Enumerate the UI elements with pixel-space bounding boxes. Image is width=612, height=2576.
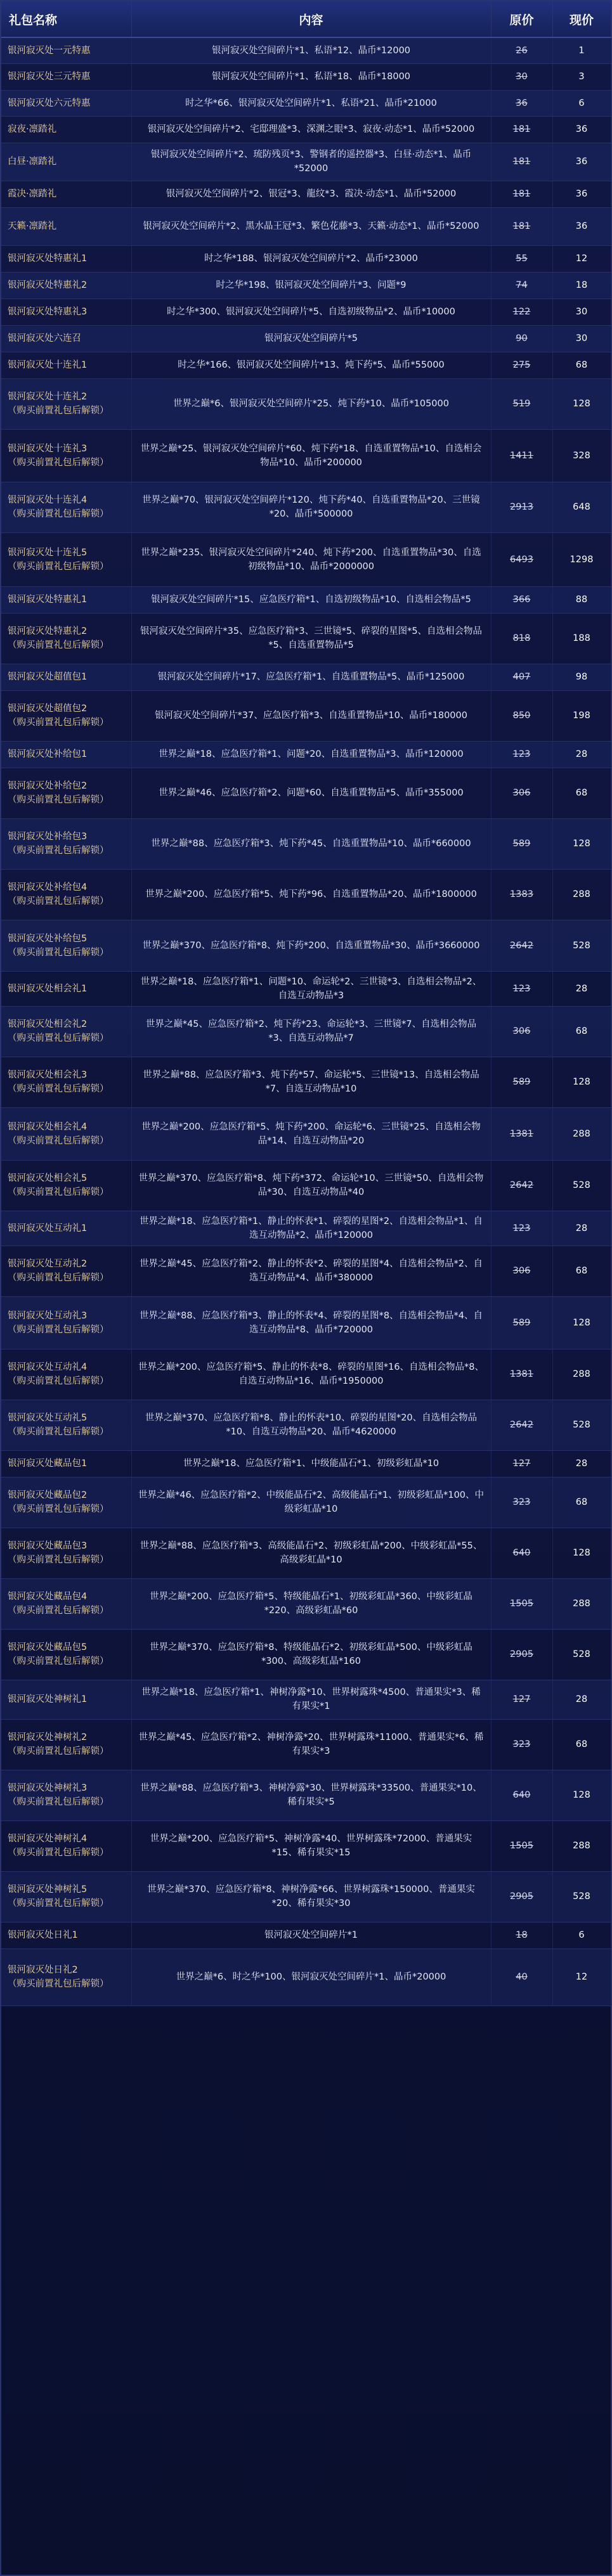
row-content-cell: 世界之巅*45、应急医疗箱*2、静止的怀表*2、碎裂的星图*4、自选相会物品*2、自选互动物品*4、晶币*380000: [131, 1246, 491, 1296]
row-name-cell: 银河寂灭处相会礼3 （购买前置礼包后解锁）: [1, 1057, 131, 1107]
table-row: [1, 1871, 611, 1922]
row-content-cell: 银河寂灭处空间碎片*5: [131, 325, 491, 352]
row-original-price-cell: 818: [491, 613, 552, 664]
row-name-cell: 银河寂灭处神树礼1: [1, 1680, 131, 1719]
table-row: [1, 90, 611, 116]
row-current-price-cell: 288: [552, 1820, 611, 1871]
table-row: [1, 869, 611, 920]
row-current-price-cell: 68: [552, 1719, 611, 1770]
row-name-cell: 银河寂灭处三元特惠: [1, 63, 131, 90]
row-original-price-cell: 306: [491, 768, 552, 818]
row-content-cell: 世界之巅*200、应急医疗箱*5、特级能晶石*1、初级彩虹晶*360、中级彩虹晶*220、高级彩虹晶*60: [131, 1578, 491, 1629]
row-current-price-cell: 3: [552, 63, 611, 90]
row-name-cell: 银河寂灭处神树礼3 （购买前置礼包后解锁）: [1, 1770, 131, 1820]
row-original-price-cell: 36: [491, 90, 552, 116]
table-row: [1, 207, 611, 245]
row-content-cell: 时之华*188、银河寂灭处空间碎片*2、晶币*23000: [131, 245, 491, 272]
row-current-price-cell: 88: [552, 586, 611, 613]
row-content-cell: 时之华*300、银河寂灭处空间碎片*5、自选初级物品*2、晶币*10000: [131, 299, 491, 325]
table-row: [1, 143, 611, 181]
row-original-price-cell: 275: [491, 352, 552, 378]
row-content-cell: 世界之巅*45、应急医疗箱*2、神树净露*20、世界树露珠*11000、普通果实*6、稀有果实*3: [131, 1719, 491, 1770]
table-row: [1, 1450, 611, 1477]
row-current-price-cell: 28: [552, 1680, 611, 1719]
row-content-cell: 银河寂灭处空间碎片*15、应急医疗箱*1、自选初级物品*10、自选相会物品*5: [131, 586, 491, 613]
row-original-price-cell: 181: [491, 143, 552, 181]
row-original-price-cell: 30: [491, 63, 552, 90]
row-current-price-cell: 188: [552, 613, 611, 664]
row-current-price-cell: 28: [552, 741, 611, 768]
table-row: [1, 1528, 611, 1578]
table-row: [1, 181, 611, 207]
row-original-price-cell: 123: [491, 971, 552, 1006]
row-original-price-cell: 589: [491, 1296, 552, 1349]
row-name-cell: 银河寂灭处神树礼2 （购买前置礼包后解锁）: [1, 1719, 131, 1770]
row-content-cell: 世界之巅*18、应急医疗箱*1、中级能晶石*1、初级彩虹晶*10: [131, 1450, 491, 1477]
table-row: [1, 1006, 611, 1057]
row-original-price-cell: 2642: [491, 920, 552, 971]
row-name-cell: 银河寂灭处互动礼4 （购买前置礼包后解锁）: [1, 1349, 131, 1400]
row-current-price-cell: 528: [552, 1400, 611, 1450]
row-current-price-cell: 68: [552, 1006, 611, 1057]
row-content-cell: 世界之巅*25、银河寂灭处空间碎片*60、炖下药*18、自选重置物品*10、自选相会物品*10、晶币*200000: [131, 429, 491, 482]
row-original-price-cell: 407: [491, 664, 552, 690]
row-name-cell: 银河寂灭处藏品包3 （购买前置礼包后解锁）: [1, 1528, 131, 1578]
table-row: [1, 1680, 611, 1719]
row-original-price-cell: 850: [491, 690, 552, 741]
table-row: [1, 1211, 611, 1246]
table-row: [1, 1477, 611, 1528]
row-name-cell: 银河寂灭处藏品包1: [1, 1450, 131, 1477]
gift-pack-table: [1, 1, 611, 2006]
row-name-cell: 银河寂灭处补给包4 （购买前置礼包后解锁）: [1, 869, 131, 920]
row-current-price-cell: 68: [552, 1477, 611, 1528]
row-current-price-cell: 36: [552, 207, 611, 245]
row-content-cell: 银河寂灭处空间碎片*2、黑水晶王冠*3、繁色花藤*3、天籁·动态*1、晶币*52000: [131, 207, 491, 245]
table-row: [1, 63, 611, 90]
row-content-cell: 世界之巅*200、应急医疗箱*5、炖下药*96、自选重置物品*20、晶币*1800000: [131, 869, 491, 920]
table-row: [1, 1246, 611, 1296]
row-original-price-cell: 1383: [491, 869, 552, 920]
row-original-price-cell: 323: [491, 1477, 552, 1528]
row-original-price-cell: 127: [491, 1680, 552, 1719]
row-current-price-cell: 528: [552, 1160, 611, 1211]
row-current-price-cell: 6: [552, 1922, 611, 1948]
row-original-price-cell: 306: [491, 1006, 552, 1057]
row-content-cell: 世界之巅*45、应急医疗箱*2、炖下药*23、命运轮*3、三世镜*7、自选相会物品*3、自选互动物品*7: [131, 1006, 491, 1057]
row-name-cell: 银河寂灭处日礼1: [1, 1922, 131, 1948]
row-content-cell: 世界之巅*370、应急医疗箱*8、神树净露*66、世界树露珠*150000、普通果实*20、稀有果实*30: [131, 1871, 491, 1922]
row-original-price-cell: 1411: [491, 429, 552, 482]
row-content-cell: 世界之巅*18、应急医疗箱*1、问题*20、自选重置物品*3、晶币*120000: [131, 741, 491, 768]
table-row: [1, 613, 611, 664]
row-name-cell: 银河寂灭处特惠礼2: [1, 272, 131, 299]
row-content-cell: 银河寂灭处空间碎片*2、琉防残页*3、警钢者的遥控器*3、白昼·动态*1、晶币*52000: [131, 143, 491, 181]
row-original-price-cell: 181: [491, 207, 552, 245]
row-name-cell: 银河寂灭处补给包2 （购买前置礼包后解锁）: [1, 768, 131, 818]
row-current-price-cell: 68: [552, 768, 611, 818]
header-original-price: 原价: [491, 1, 552, 37]
table-row: [1, 299, 611, 325]
row-name-cell: 银河寂灭处相会礼1: [1, 971, 131, 1006]
row-content-cell: 世界之巅*370、应急医疗箱*8、炖下药*372、命运轮*10、三世镜*50、自选相会物品*30、自选互动物品*40: [131, 1160, 491, 1211]
row-name-cell: 霞决·凛踏礼: [1, 181, 131, 207]
row-current-price-cell: 128: [552, 1057, 611, 1107]
row-name-cell: 银河寂灭处十连礼4 （购买前置礼包后解锁）: [1, 482, 131, 532]
row-current-price-cell: 68: [552, 1246, 611, 1296]
table-row: [1, 1629, 611, 1680]
header-content: 内容: [131, 1, 491, 37]
row-current-price-cell: 30: [552, 325, 611, 352]
table-row: [1, 325, 611, 352]
row-name-cell: 白昼·凛踏礼: [1, 143, 131, 181]
row-content-cell: 世界之巅*370、应急医疗箱*8、炖下药*200、自选重置物品*30、晶币*3660000: [131, 920, 491, 971]
row-content-cell: 时之华*166、银河寂灭处空间碎片*13、炖下药*5、晶币*55000: [131, 352, 491, 378]
row-content-cell: 世界之巅*200、应急医疗箱*5、静止的怀表*8、碎裂的星图*16、自选相会物品*8、自选互动物品*16、晶币*1950000: [131, 1349, 491, 1400]
row-name-cell: 银河寂灭处神树礼5 （购买前置礼包后解锁）: [1, 1871, 131, 1922]
row-current-price-cell: 28: [552, 971, 611, 1006]
row-original-price-cell: 1381: [491, 1107, 552, 1160]
row-name-cell: 银河寂灭处互动礼5 （购买前置礼包后解锁）: [1, 1400, 131, 1450]
row-original-price-cell: 589: [491, 818, 552, 869]
row-current-price-cell: 36: [552, 143, 611, 181]
table-row: [1, 1057, 611, 1107]
row-name-cell: 银河寂灭处相会礼4 （购买前置礼包后解锁）: [1, 1107, 131, 1160]
row-content-cell: 世界之巅*18、应急医疗箱*1、静止的怀表*1、碎裂的星图*2、自选相会物品*1、自选互动物品*2、晶币*120000: [131, 1211, 491, 1246]
row-original-price-cell: 55: [491, 245, 552, 272]
row-current-price-cell: 128: [552, 1296, 611, 1349]
table-row: [1, 586, 611, 613]
row-original-price-cell: 18: [491, 1922, 552, 1948]
row-content-cell: 银河寂灭处空间碎片*1、私语*18、晶币*18000: [131, 63, 491, 90]
row-content-cell: 世界之巅*370、应急医疗箱*8、特级能晶石*2、初级彩虹晶*500、中级彩虹晶*300、高级彩虹晶*160: [131, 1629, 491, 1680]
row-current-price-cell: 36: [552, 181, 611, 207]
table-row: [1, 768, 611, 818]
row-current-price-cell: 1: [552, 37, 611, 63]
row-content-cell: 时之华*198、银河寂灭处空间碎片*3、问题*9: [131, 272, 491, 299]
row-original-price-cell: 323: [491, 1719, 552, 1770]
table-row: [1, 1719, 611, 1770]
row-original-price-cell: 40: [491, 1948, 552, 2006]
table-row: [1, 1578, 611, 1629]
table-row: [1, 245, 611, 272]
row-content-cell: 世界之巅*6、时之华*100、银河寂灭处空间碎片*1、晶币*20000: [131, 1948, 491, 2006]
row-original-price-cell: 181: [491, 116, 552, 143]
row-original-price-cell: 123: [491, 1211, 552, 1246]
row-content-cell: 世界之巅*70、银河寂灭处空间碎片*120、炖下药*40、自选重置物品*20、三世镜*20、晶币*500000: [131, 482, 491, 532]
row-current-price-cell: 528: [552, 1629, 611, 1680]
row-content-cell: 世界之巅*88、应急医疗箱*3、静止的怀表*4、碎裂的星图*8、自选相会物品*4、自选互动物品*8、晶币*720000: [131, 1296, 491, 1349]
row-original-price-cell: 90: [491, 325, 552, 352]
row-current-price-cell: 648: [552, 482, 611, 532]
row-original-price-cell: 519: [491, 378, 552, 429]
row-original-price-cell: 181: [491, 181, 552, 207]
row-original-price-cell: 127: [491, 1450, 552, 1477]
row-name-cell: 银河寂灭处藏品包4 （购买前置礼包后解锁）: [1, 1578, 131, 1629]
row-original-price-cell: 2642: [491, 1400, 552, 1450]
row-name-cell: 天籁·凛踏礼: [1, 207, 131, 245]
row-content-cell: 银河寂灭处空间碎片*1、私语*12、晶币*12000: [131, 37, 491, 63]
row-original-price-cell: 2905: [491, 1871, 552, 1922]
row-name-cell: 银河寂灭处藏品包5 （购买前置礼包后解锁）: [1, 1629, 131, 1680]
row-name-cell: 银河寂灭处互动礼3 （购买前置礼包后解锁）: [1, 1296, 131, 1349]
row-current-price-cell: 6: [552, 90, 611, 116]
row-name-cell: 寂夜·凛踏礼: [1, 116, 131, 143]
row-name-cell: 银河寂灭处神树礼4 （购买前置礼包后解锁）: [1, 1820, 131, 1871]
row-content-cell: 时之华*66、银河寂灭处空间碎片*1、私语*21、晶币*21000: [131, 90, 491, 116]
row-name-cell: 银河寂灭处超值包1: [1, 664, 131, 690]
row-content-cell: 世界之巅*88、应急医疗箱*3、炖下药*45、自选重置物品*10、晶币*660000: [131, 818, 491, 869]
table-row: [1, 1820, 611, 1871]
row-content-cell: 世界之巅*88、应急医疗箱*3、神树净露*30、世界树露珠*33500、普通果实*10、稀有果实*5: [131, 1770, 491, 1820]
table-row: [1, 971, 611, 1006]
table-row: [1, 1400, 611, 1450]
row-original-price-cell: 1381: [491, 1349, 552, 1400]
row-original-price-cell: 6493: [491, 532, 552, 586]
row-name-cell: 银河寂灭处互动礼2 （购买前置礼包后解锁）: [1, 1246, 131, 1296]
table-row: [1, 37, 611, 63]
row-content-cell: 银河寂灭处空间碎片*17、应急医疗箱*1、自选重置物品*5、晶币*125000: [131, 664, 491, 690]
row-name-cell: 银河寂灭处十连礼5 （购买前置礼包后解锁）: [1, 532, 131, 586]
row-original-price-cell: 589: [491, 1057, 552, 1107]
row-name-cell: 银河寂灭处超值包2 （购买前置礼包后解锁）: [1, 690, 131, 741]
table-row: [1, 1160, 611, 1211]
row-current-price-cell: 288: [552, 1107, 611, 1160]
table-row: [1, 741, 611, 768]
table-row: [1, 482, 611, 532]
row-content-cell: 银河寂灭处空间碎片*2、宅邸理盛*3、深渊之眼*3、寂夜·动态*1、晶币*52000: [131, 116, 491, 143]
row-name-cell: 银河寂灭处互动礼1: [1, 1211, 131, 1246]
row-name-cell: 银河寂灭处十连礼2 （购买前置礼包后解锁）: [1, 378, 131, 429]
row-name-cell: 银河寂灭处十连礼1: [1, 352, 131, 378]
row-name-cell: 银河寂灭处补给包3 （购买前置礼包后解锁）: [1, 818, 131, 869]
row-name-cell: 银河寂灭处藏品包2 （购买前置礼包后解锁）: [1, 1477, 131, 1528]
row-content-cell: 世界之巅*18、应急医疗箱*1、神树净露*10、世界树露珠*4500、普通果实*3、稀有果实*1: [131, 1680, 491, 1719]
table-row: [1, 1922, 611, 1948]
row-original-price-cell: 2913: [491, 482, 552, 532]
row-original-price-cell: 1505: [491, 1578, 552, 1629]
row-current-price-cell: 68: [552, 352, 611, 378]
table-row: [1, 1296, 611, 1349]
row-content-cell: 银河寂灭处空间碎片*2、银冠*3、龍纹*3、霞决·动态*1、晶币*52000: [131, 181, 491, 207]
row-current-price-cell: 328: [552, 429, 611, 482]
table-row: [1, 1948, 611, 2006]
header-name: 礼包名称: [1, 1, 131, 37]
row-name-cell: 银河寂灭处相会礼2 （购买前置礼包后解锁）: [1, 1006, 131, 1057]
row-current-price-cell: 128: [552, 818, 611, 869]
row-original-price-cell: 306: [491, 1246, 552, 1296]
row-current-price-cell: 12: [552, 245, 611, 272]
row-current-price-cell: 18: [552, 272, 611, 299]
table-row: [1, 378, 611, 429]
row-current-price-cell: 528: [552, 920, 611, 971]
row-name-cell: 银河寂灭处相会礼5 （购买前置礼包后解锁）: [1, 1160, 131, 1211]
row-name-cell: 银河寂灭处补给包5 （购买前置礼包后解锁）: [1, 920, 131, 971]
row-original-price-cell: 74: [491, 272, 552, 299]
row-content-cell: 银河寂灭处空间碎片*37、应急医疗箱*3、自选重置物品*10、晶币*180000: [131, 690, 491, 741]
row-name-cell: 银河寂灭处特惠礼1: [1, 586, 131, 613]
table-header-row: [1, 1, 611, 37]
row-name-cell: 银河寂灭处六元特惠: [1, 90, 131, 116]
row-name-cell: 银河寂灭处特惠礼3: [1, 299, 131, 325]
row-name-cell: 银河寂灭处日礼2 （购买前置礼包后解锁）: [1, 1948, 131, 2006]
row-name-cell: 银河寂灭处六连召: [1, 325, 131, 352]
row-current-price-cell: 528: [552, 1871, 611, 1922]
row-original-price-cell: 366: [491, 586, 552, 613]
row-original-price-cell: 1505: [491, 1820, 552, 1871]
table-row: [1, 818, 611, 869]
table-row: [1, 690, 611, 741]
header-current-price: 现价: [552, 1, 611, 37]
row-original-price-cell: 2905: [491, 1629, 552, 1680]
row-current-price-cell: 198: [552, 690, 611, 741]
row-content-cell: 世界之巅*200、应急医疗箱*5、炖下药*200、命运轮*6、三世镜*25、自选相会物品*14、自选互动物品*20: [131, 1107, 491, 1160]
row-current-price-cell: 288: [552, 1349, 611, 1400]
row-original-price-cell: 2642: [491, 1160, 552, 1211]
table-row: [1, 429, 611, 482]
row-content-cell: 银河寂灭处空间碎片*1: [131, 1922, 491, 1948]
table-row: [1, 1770, 611, 1820]
row-original-price-cell: 122: [491, 299, 552, 325]
table-row: [1, 352, 611, 378]
row-content-cell: 世界之巅*46、应急医疗箱*2、问题*60、自选重置物品*5、晶币*355000: [131, 768, 491, 818]
row-name-cell: 银河寂灭处特惠礼2 （购买前置礼包后解锁）: [1, 613, 131, 664]
table-row: [1, 272, 611, 299]
row-current-price-cell: 128: [552, 378, 611, 429]
row-name-cell: 银河寂灭处补给包1: [1, 741, 131, 768]
table-row: [1, 1349, 611, 1400]
row-original-price-cell: 123: [491, 741, 552, 768]
row-content-cell: 世界之巅*6、银河寂灭处空间碎片*25、炖下药*10、晶币*105000: [131, 378, 491, 429]
row-current-price-cell: 98: [552, 664, 611, 690]
row-current-price-cell: 36: [552, 116, 611, 143]
table-row: [1, 664, 611, 690]
table-row: [1, 532, 611, 586]
row-current-price-cell: 128: [552, 1770, 611, 1820]
row-content-cell: 世界之巅*370、应急医疗箱*8、静止的怀表*10、碎裂的星图*20、自选相会物品*10、自选互动物品*20、晶币*4620000: [131, 1400, 491, 1450]
row-current-price-cell: 128: [552, 1528, 611, 1578]
row-content-cell: 世界之巅*200、应急医疗箱*5、神树净露*40、世界树露珠*72000、普通果实*15、稀有果实*15: [131, 1820, 491, 1871]
row-content-cell: 世界之巅*46、应急医疗箱*2、中级能晶石*2、高级能晶石*1、初级彩虹晶*100、中级彩虹晶*10: [131, 1477, 491, 1528]
row-name-cell: 银河寂灭处特惠礼1: [1, 245, 131, 272]
table-body: [1, 37, 611, 2006]
row-current-price-cell: 288: [552, 869, 611, 920]
row-content-cell: 世界之巅*88、应急医疗箱*3、炖下药*57、命运轮*5、三世镜*13、自选相会物品*7、自选互动物品*10: [131, 1057, 491, 1107]
row-name-cell: 银河寂灭处一元特惠: [1, 37, 131, 63]
row-current-price-cell: 1298: [552, 532, 611, 586]
row-original-price-cell: 640: [491, 1528, 552, 1578]
row-content-cell: 世界之巅*235、银河寂灭处空间碎片*240、炖下药*200、自选重置物品*30、自选初级物品*10、晶币*2000000: [131, 532, 491, 586]
row-content-cell: 世界之巅*18、应急医疗箱*1、问题*10、命运轮*2、三世镜*3、自选相会物品*2、自选互动物品*3: [131, 971, 491, 1006]
row-current-price-cell: 288: [552, 1578, 611, 1629]
table-row: [1, 1107, 611, 1160]
row-current-price-cell: 30: [552, 299, 611, 325]
row-current-price-cell: 12: [552, 1948, 611, 2006]
row-current-price-cell: 28: [552, 1450, 611, 1477]
row-content-cell: 银河寂灭处空间碎片*35、应急医疗箱*3、三世镜*5、碎裂的星图*5、自选相会物品*5、自选重置物品*5: [131, 613, 491, 664]
table-row: [1, 116, 611, 143]
row-current-price-cell: 28: [552, 1211, 611, 1246]
row-original-price-cell: 26: [491, 37, 552, 63]
row-name-cell: 银河寂灭处十连礼3 （购买前置礼包后解锁）: [1, 429, 131, 482]
row-content-cell: 世界之巅*88、应急医疗箱*3、高级能晶石*2、初级彩虹晶*200、中级彩虹晶*55、高级彩虹晶*10: [131, 1528, 491, 1578]
row-original-price-cell: 640: [491, 1770, 552, 1820]
table-row: [1, 920, 611, 971]
